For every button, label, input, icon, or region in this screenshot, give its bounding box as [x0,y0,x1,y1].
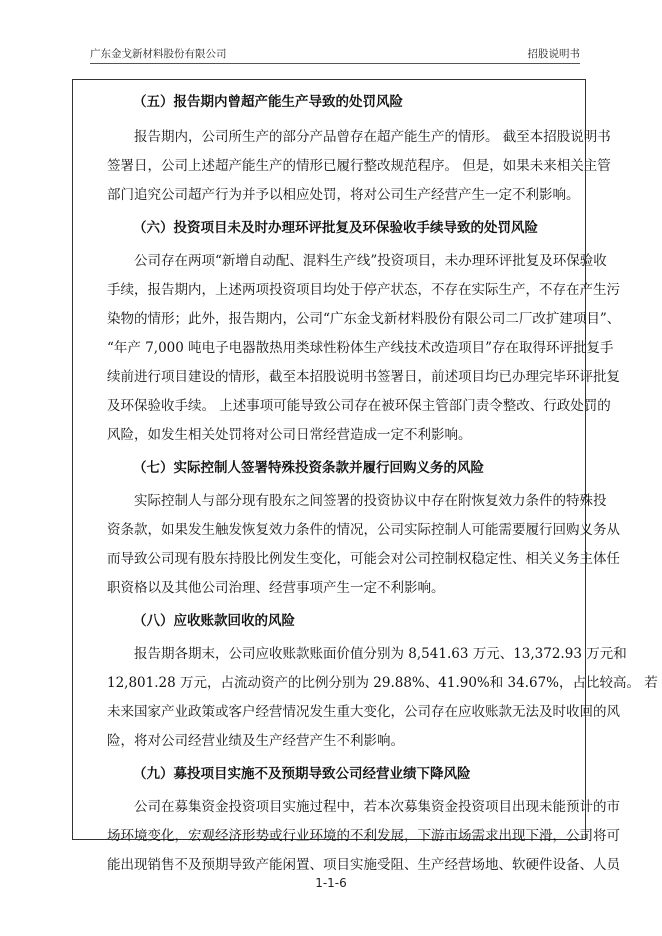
paragraph-line: 及环保验收手续。 上述事项可能导致公司存在被环保主管部门责令整改、行政处罚的 [107,398,611,414]
section-heading: （八）应收账款回收的风险 [133,613,295,629]
paragraph-line: 部门追究公司超产行为并予以相应处罚，将对公司生产经营产生一定不利影响。 [107,187,580,203]
risk-section-8 [107,606,658,756]
section-heading: （六）投资项目未及时办理环评批复及环保验收手续导致的处罚风险 [133,220,538,236]
header-company-name: 广东金戈新材料股份有限公司 [90,48,227,60]
paragraph-line: 报告期内，公司所生产的部分产品曾存在超产能生产的情形。 截至本招股说明书 [134,129,611,145]
page-number: 1-1-6 [315,876,347,890]
section-paragraph [107,487,620,603]
section-paragraph [107,640,658,756]
section-heading: （七）实际控制人签署特殊投资条款并履行回购义务的风险 [133,460,484,476]
paragraph-line: 实际控制人与部分现有股东之间签署的投资协议中存在附恢复效力条件的特殊投 [134,493,607,509]
risk-section-9 [107,759,620,880]
paragraph-line: 12,801.28 万元，占流动资产的比例分别为 29.88%、41.90%和 34.67%，占比较高。 若 [107,675,658,691]
paragraph-line: 手续，报告期内，上述两项投资项目均处于停产状态，不存在实际生产，不存在产生污 [107,282,620,298]
section-heading: （九）募投项目实施不及预期导致公司经营业绩下降风险 [133,766,471,782]
paragraph-line: 而导致公司现有股东持股比例发生变化，可能会对公司控制权稳定性、相关义务主体任 [107,551,620,567]
section-paragraph [107,247,621,450]
section-heading: （五）报告期内曾超产能生产导致的处罚风险 [133,94,403,110]
section-paragraph [107,793,620,880]
paragraph-line: 续前进行项目建设的情形，截至本招股说明书签署日，前述项目均已办理完毕环评批复 [107,369,620,385]
paragraph-line: 公司在募集资金投资项目实施过程中，若本次募集资金投资项目出现未能预计的市 [134,799,620,815]
paragraph-line: 资条款，如果发生触发恢复效力条件的情况，公司实际控制人可能需要履行回购义务从 [107,522,620,538]
paragraph-line: “年产 7,000 吨电子电器散热用类球性粉体生产线技术改造项目”存在取得环评批复手 [107,340,614,356]
risk-factors-content [107,80,658,880]
paragraph-line: 职资格以及其他公司治理、经营事项产生一定不利影响。 [107,580,445,596]
header-document-title: 招股说明书 [527,48,580,60]
paragraph-line: 未来国家产业政策或客户经营情况发生重大变化，公司存在应收账款无法及时收回的风 [107,704,620,720]
paragraph-line: 能出现销售不及预期导致产能闲置、项目实施受阻、生产经营场地、软硬件设备、人员 [107,857,620,873]
paragraph-line: 公司存在两项“新增自动配、混料生产线”投资项目，未办理环评批复及环保验收 [134,253,607,269]
risk-section-7 [107,453,620,603]
paragraph-line: 签署日，公司上述超产能生产的情形已履行整改规范程序。 但是，如果未来相关主管 [107,158,611,174]
paragraph-line: 险，将对公司经营业绩及生产经营产生不利影响。 [107,733,404,749]
paragraph-line: 染物的情形；此外，报告期内，公司“广东金戈新材料股份有限公司二厂改扩建项目”、 [107,311,621,327]
risk-factors-box [72,79,658,873]
paragraph-line: 风险，如发生相关处罚将对公司日常经营造成一定不利影响。 [107,427,472,443]
page-header [90,44,580,64]
header-divider [90,63,580,64]
section-paragraph [107,123,611,210]
risk-section-6 [107,213,621,450]
paragraph-line: 报告期各期末，公司应收账款账面价值分别为 8,541.63 万元、13,372.93 万元和 [134,646,627,662]
risk-section-5 [107,87,611,210]
paragraph-line: 场环境变化，宏观经济形势或行业环境的不利发展，下游市场需求出现下滑，公司将可 [107,828,620,844]
